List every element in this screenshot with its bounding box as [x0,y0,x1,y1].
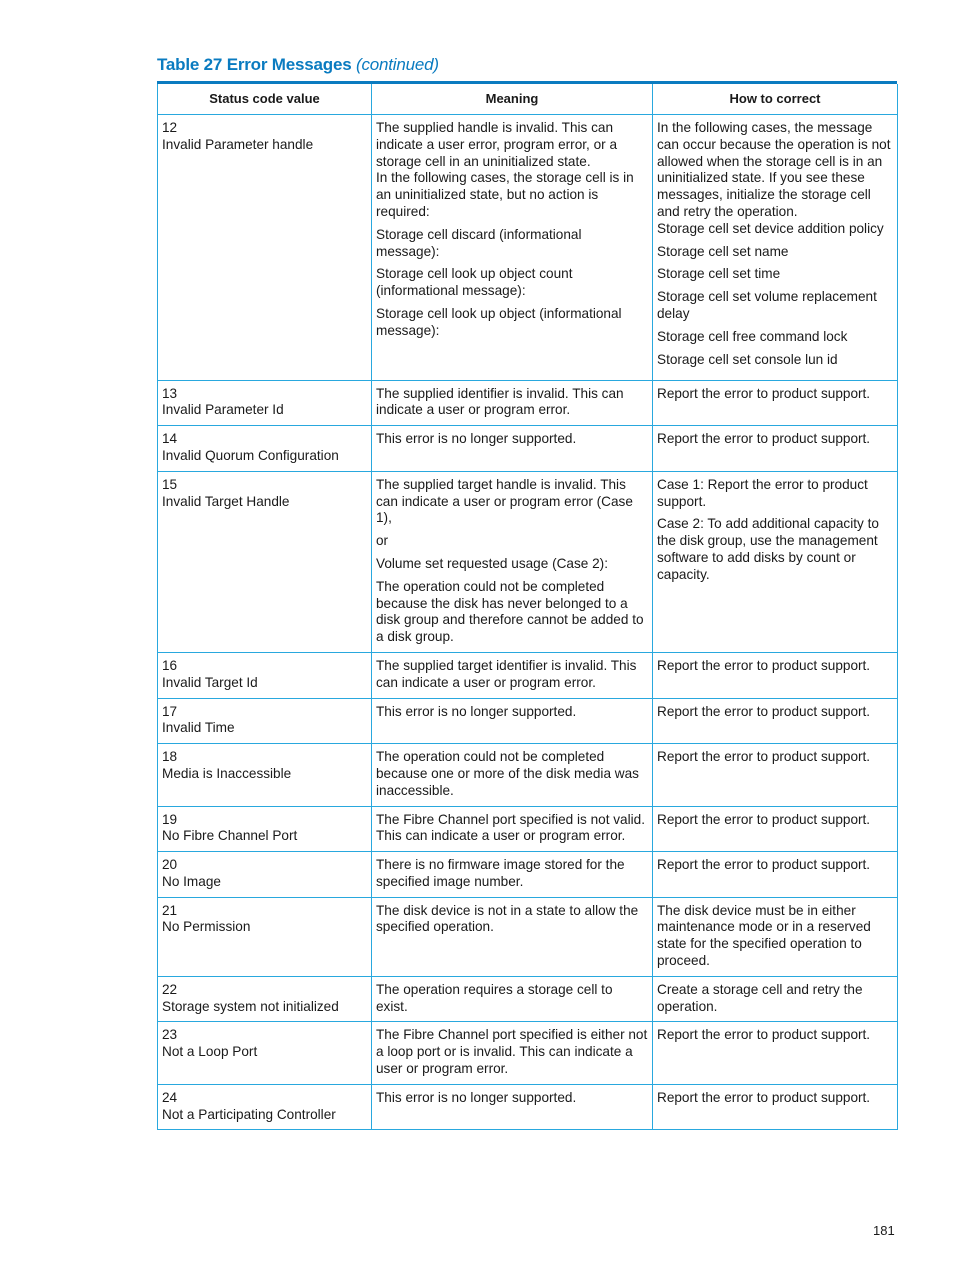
meaning-cell [372,897,653,976]
status-code-cell [158,652,372,698]
correction-text: Storage cell set device addition policy [657,220,884,236]
correction-text: Storage cell set volume replacement delay [657,289,877,321]
meaning-cell [372,698,653,744]
status-name: Media is Inaccessible [162,765,292,781]
table-row [158,380,898,426]
table-row [158,976,898,1022]
meaning-text: The supplied target identifier is invalid. This can indicate a user or program error. [376,657,637,690]
meaning-text: Storage cell discard (informational message): [376,226,582,259]
table-header-row [158,84,898,115]
status-code: 21 [162,902,178,918]
correction-text: Report the error to product support. [657,1027,871,1043]
correction-cell [653,897,898,976]
meaning-cell [372,426,653,472]
correction-cell [653,698,898,744]
correction-text: Report the error to product support. [657,857,871,873]
table-row [158,897,898,976]
status-code: 14 [162,431,178,447]
table-row [158,652,898,698]
correction-cell [653,744,898,806]
status-code-cell [158,852,372,898]
status-code-cell [158,806,372,852]
correction-cell [653,652,898,698]
correction-text: Create a storage cell and retry the operation. [657,981,863,1014]
meaning-cell [372,852,653,898]
meaning-cell [372,380,653,426]
correction-text: In the following cases, the message can occur because the operation is not allowed when the storage cell is in an uninitialized state. If you see these messages, initialize the storage cell and retry the operation. [657,120,891,219]
correction-text: The disk device must be in either maintenance mode or in a reserved state for the specified operation to proceed. [657,902,871,969]
meaning-cell [372,976,653,1022]
correction-text: Case 1: Report the error to product support. [657,476,868,509]
table-row [158,1022,898,1084]
meaning-text: Storage cell look up object (informational message): [376,305,622,338]
table-row [158,471,898,652]
correction-text: Case 2: To add additional capacity to the disk group, use the management software to add disks by count or capacity. [657,516,879,582]
meaning-text: or [376,533,389,549]
table-caption [157,55,439,75]
status-code-cell [158,380,372,426]
correction-text: Report the error to product support. [657,1089,871,1105]
meaning-text: The disk device is not in a state to allow the specified operation. [376,902,639,935]
meaning-text: The supplied handle is invalid. This can indicate a user error, program error, or a storage cell in an uninitialized state. [376,120,618,169]
meaning-text: In the following cases, the storage cell is in an uninitialized state, but no action is required: [376,170,634,219]
status-code-cell [158,698,372,744]
correction-cell [653,1084,898,1130]
correction-text: Report the error to product support. [657,385,871,401]
correction-cell [653,976,898,1022]
correction-text: Report the error to product support. [657,811,871,827]
cell-spacer [376,340,648,374]
status-code-cell [158,976,372,1022]
status-name: Invalid Target Handle [162,493,290,509]
status-code-cell [158,1084,372,1130]
status-code: 19 [162,811,178,827]
correction-text: Storage cell set console lun id [657,351,838,367]
status-code: 22 [162,981,178,997]
meaning-text: The operation could not be completed because the disk has never belonged to a disk group and therefore cannot be added to a disk group. [376,578,644,645]
status-code-cell [158,744,372,806]
status-code: 20 [162,857,178,873]
status-name: Not a Loop Port [162,1044,258,1060]
meaning-cell [372,744,653,806]
meaning-cell [372,806,653,852]
status-name: Not a Participating Controller [162,1106,336,1122]
status-code-cell [158,471,372,652]
meaning-text: Volume set requested usage (Case 2): [376,555,608,571]
meaning-text: The operation could not be completed because one or more of the disk media was inaccessible. [376,749,639,798]
correction-cell [653,806,898,852]
correction-text: Storage cell free command lock [657,328,848,344]
correction-cell [653,115,898,381]
correction-text: Report the error to product support. [657,657,871,673]
correction-text: Storage cell set name [657,243,789,259]
caption-title: Table 27 Error Messages [157,55,352,74]
meaning-text: The Fibre Channel port specified is not valid. This can indicate a user or program error. [376,811,645,844]
meaning-text: Storage cell look up object count (informational message): [376,266,573,299]
table-row [158,115,898,381]
column-header-meaning: Meaning [372,84,653,115]
status-code: 18 [162,749,178,765]
caption-continued: (continued) [356,55,439,74]
table-row [158,806,898,852]
page-number: 181 [873,1223,895,1238]
meaning-cell [372,115,653,381]
correction-text: Report the error to product support. [657,703,871,719]
meaning-text: This error is no longer supported. [376,431,577,447]
status-name: No Fibre Channel Port [162,828,298,844]
meaning-text: The operation requires a storage cell to exist. [376,981,613,1014]
correction-cell [653,426,898,472]
status-code: 16 [162,657,178,673]
status-code: 12 [162,120,178,135]
correction-cell [653,471,898,652]
meaning-text: There is no firmware image stored for the specified image number. [376,857,625,889]
table-row [158,1084,898,1130]
status-code: 13 [162,385,178,401]
status-name: Invalid Time [162,720,235,736]
status-name: Invalid Target Id [162,674,258,690]
status-code-cell [158,897,372,976]
status-code: 23 [162,1027,178,1043]
meaning-cell [372,1084,653,1130]
correction-text: Storage cell set time [657,266,781,282]
status-code: 24 [162,1089,178,1105]
table-row [158,426,898,472]
meaning-text: The supplied identifier is invalid. This can indicate a user or program error. [376,385,624,418]
table-row [158,744,898,806]
table-row [158,852,898,898]
meaning-text: The Fibre Channel port specified is either not a loop port or is invalid. This can indicate a user or program error. [376,1027,648,1077]
status-name: Invalid Parameter Id [162,402,284,418]
correction-cell [653,852,898,898]
column-header-how-to-correct: How to correct [653,84,898,115]
correction-cell [653,380,898,426]
error-messages-table [157,84,898,1130]
correction-cell [653,1022,898,1084]
meaning-text: This error is no longer supported. [376,1089,577,1105]
status-code-cell [158,115,372,381]
status-name: No Permission [162,919,251,935]
correction-text: Report the error to product support. [657,749,871,765]
status-name: Storage system not initialized [162,998,339,1014]
table-row [158,698,898,744]
status-code-cell [158,426,372,472]
status-code: 15 [162,476,178,492]
status-code-cell [158,1022,372,1084]
status-name: No Image [162,873,221,889]
column-header-status-code: Status code value [158,84,372,115]
status-name: Invalid Quorum Configuration [162,447,339,463]
meaning-cell [372,1022,653,1084]
status-code: 17 [162,703,178,719]
meaning-cell [372,471,653,652]
meaning-cell [372,652,653,698]
meaning-text: This error is no longer supported. [376,703,577,719]
meaning-text: The supplied target handle is invalid. This can indicate a user or program error (Case 1), [376,476,633,526]
correction-text: Report the error to product support. [657,431,871,447]
status-name: Invalid Parameter handle [162,136,314,152]
